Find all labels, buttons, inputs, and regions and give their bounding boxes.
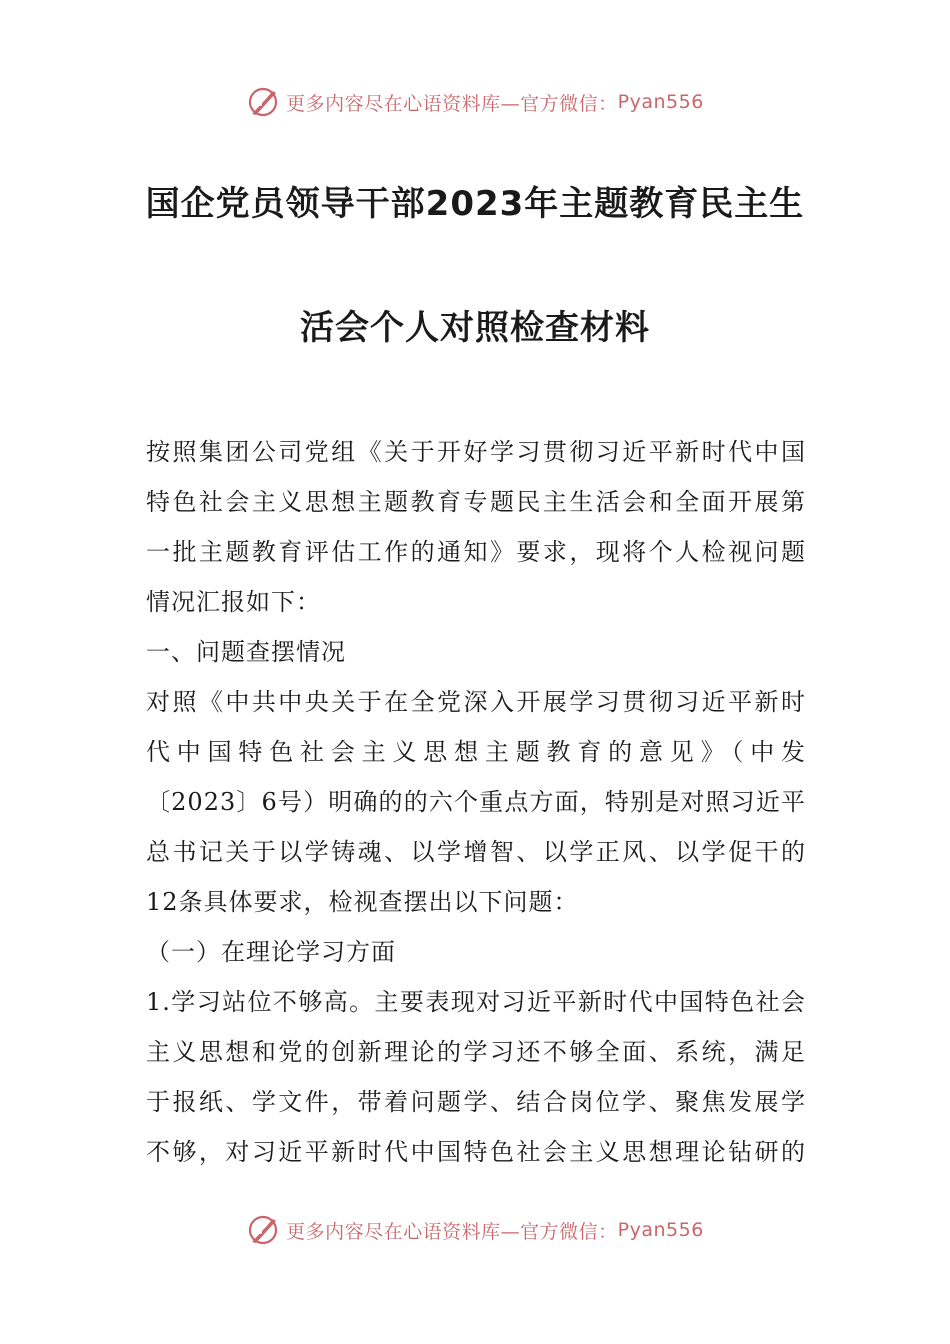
watermark-text: 更多内容尽在心语资料库—官方微信： <box>286 92 618 115</box>
document-title-line-1: 国企党员领导干部2023年主题教育民主生 <box>145 184 805 224</box>
subsection-heading-1: （一）在理论学习方面 <box>146 938 396 966</box>
body-line-14: 于报纸、学文件，带着问题学、结合岗位学、聚焦发展学 <box>146 1088 806 1116</box>
body-line-13: 主义思想和党的创新理论的学习还不够全面、系统，满足 <box>146 1038 806 1066</box>
body-line-9: 总书记关于以学铸魂、以学增智、以学正风、以学促干的 <box>146 838 806 866</box>
watermark-header <box>0 84 950 120</box>
quill-circle-icon <box>246 84 282 120</box>
document-title-line-2: 活会个人对照检查材料 <box>300 308 650 348</box>
body-line-3: 一批主题教育评估工作的通知》要求，现将个人检视问题 <box>146 538 806 566</box>
quill-circle-icon <box>246 1212 282 1248</box>
body-line-10: 12条具体要求，检视查摆出以下问题： <box>146 888 579 916</box>
body-line-15: 不够，对习近平新时代中国特色社会主义思想理论钻研的 <box>146 1138 806 1166</box>
body-line-1: 按照集团公司党组《关于开好学习贯彻习近平新时代中国 <box>146 438 806 466</box>
body-line-12: 1.学习站位不够高。主要表现对习近平新时代中国特色社会 <box>146 988 806 1016</box>
watermark-footer <box>0 1212 950 1248</box>
body-line-2: 特色社会主义思想主题教育专题民主生活会和全面开展第 <box>146 488 806 516</box>
watermark-text: 更多内容尽在心语资料库—官方微信： <box>286 1220 618 1243</box>
watermark-wechat-id: Pyan556 <box>617 1219 704 1241</box>
body-line-7: 代中国特色社会主义思想主题教育的意见》（中发 <box>146 738 806 766</box>
body-line-6: 对照《中共中央关于在全党深入开展学习贯彻习近平新时 <box>146 688 806 716</box>
section-heading-1: 一、问题查摆情况 <box>146 638 346 666</box>
body-line-4: 情况汇报如下： <box>146 588 321 616</box>
watermark-wechat-id: Pyan556 <box>617 91 704 113</box>
body-line-8: 〔2023〕6号）明确的的六个重点方面，特别是对照习近平 <box>146 788 806 816</box>
